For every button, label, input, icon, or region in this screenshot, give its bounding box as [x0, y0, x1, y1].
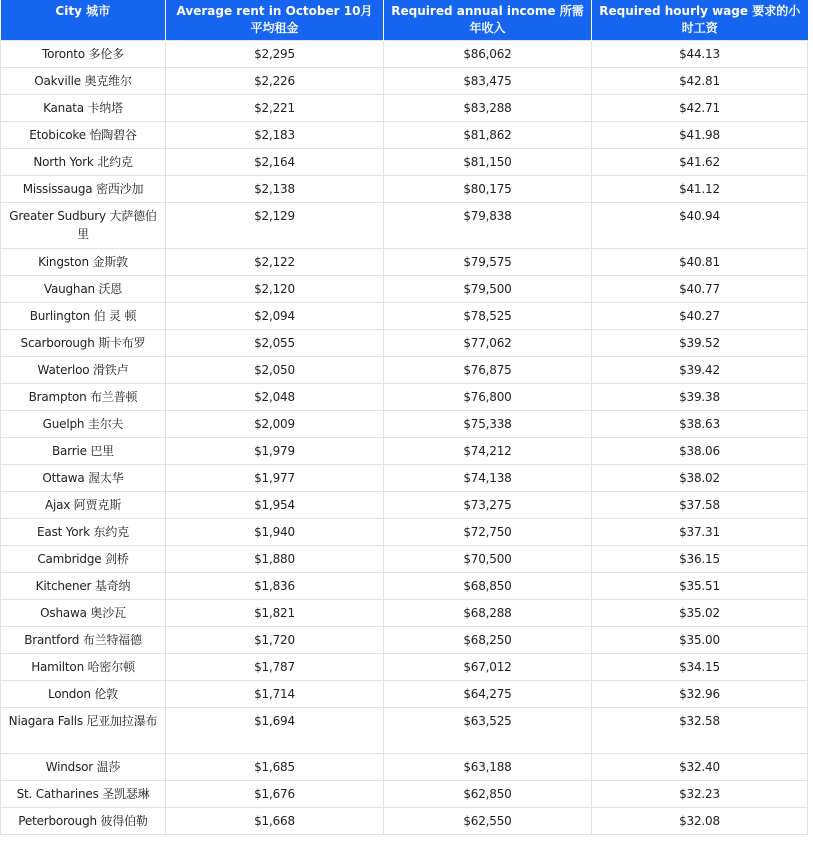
cell-rent: $1,787 — [166, 654, 384, 681]
table-row — [1, 754, 808, 781]
table-row — [1, 465, 808, 492]
cell-wage: $39.42 — [592, 357, 808, 384]
table-row — [1, 492, 808, 519]
table-row — [1, 303, 808, 330]
cell-rent: $1,821 — [166, 600, 384, 627]
cell-wage: $40.77 — [592, 276, 808, 303]
cell-income: $79,500 — [384, 276, 592, 303]
cell-wage: $32.96 — [592, 681, 808, 708]
cell-wage: $32.23 — [592, 781, 808, 808]
cell-city: Barrie 巴里 — [1, 438, 166, 465]
cell-income: $68,250 — [384, 627, 592, 654]
cell-income: $75,338 — [384, 411, 592, 438]
cell-rent: $1,694 — [166, 708, 384, 754]
cell-city: North York 北约克 — [1, 149, 166, 176]
cell-rent: $1,685 — [166, 754, 384, 781]
cell-rent: $1,977 — [166, 465, 384, 492]
cell-wage: $41.12 — [592, 176, 808, 203]
cell-income: $78,525 — [384, 303, 592, 330]
cell-city: Brantford 布兰特福德 — [1, 627, 166, 654]
cell-income: $72,750 — [384, 519, 592, 546]
cell-income: $67,012 — [384, 654, 592, 681]
cell-wage: $32.58 — [592, 708, 808, 754]
cell-wage: $38.02 — [592, 465, 808, 492]
cell-wage: $35.02 — [592, 600, 808, 627]
cell-rent: $2,048 — [166, 384, 384, 411]
cell-income: $81,150 — [384, 149, 592, 176]
cell-wage: $41.98 — [592, 122, 808, 149]
cell-city: Mississauga 密西沙加 — [1, 176, 166, 203]
cell-wage: $40.81 — [592, 249, 808, 276]
cell-city: Ajax 阿贾克斯 — [1, 492, 166, 519]
table-row — [1, 808, 808, 835]
cell-income: $68,850 — [384, 573, 592, 600]
cell-rent: $1,880 — [166, 546, 384, 573]
cell-income: $68,288 — [384, 600, 592, 627]
cell-city: East York 东约克 — [1, 519, 166, 546]
cell-income: $80,175 — [384, 176, 592, 203]
table-row — [1, 122, 808, 149]
cell-wage: $38.06 — [592, 438, 808, 465]
header-row — [1, 0, 808, 41]
cell-income: $79,838 — [384, 203, 592, 249]
cell-wage: $35.00 — [592, 627, 808, 654]
cell-city: Etobicoke 怡陶碧谷 — [1, 122, 166, 149]
cell-city: Scarborough 斯卡布罗 — [1, 330, 166, 357]
cell-rent: $1,979 — [166, 438, 384, 465]
cell-income: $62,550 — [384, 808, 592, 835]
cell-rent: $2,221 — [166, 95, 384, 122]
cell-rent: $2,094 — [166, 303, 384, 330]
cell-wage: $42.81 — [592, 68, 808, 95]
cell-city: Burlington 伯 灵 顿 — [1, 303, 166, 330]
cell-city: Kitchener 基奇纳 — [1, 573, 166, 600]
cell-wage: $39.52 — [592, 330, 808, 357]
table-row — [1, 708, 808, 754]
cell-rent: $2,009 — [166, 411, 384, 438]
table-row — [1, 357, 808, 384]
cell-city: Windsor 温莎 — [1, 754, 166, 781]
header-city: City 城市 — [1, 0, 166, 41]
cell-wage: $34.15 — [592, 654, 808, 681]
table-row — [1, 41, 808, 68]
cell-rent: $1,836 — [166, 573, 384, 600]
table-row — [1, 519, 808, 546]
cell-rent: $1,720 — [166, 627, 384, 654]
cell-income: $74,138 — [384, 465, 592, 492]
cell-income: $86,062 — [384, 41, 592, 68]
cell-income: $70,500 — [384, 546, 592, 573]
header-hourly-wage: Required hourly wage 要求的小时工资 — [592, 0, 808, 41]
cell-income: $83,288 — [384, 95, 592, 122]
cell-wage: $38.63 — [592, 411, 808, 438]
table-row — [1, 600, 808, 627]
cell-income: $79,575 — [384, 249, 592, 276]
table-row — [1, 384, 808, 411]
header-annual-income: Required annual income 所需年收入 — [384, 0, 592, 41]
cell-city: Brampton 布兰普顿 — [1, 384, 166, 411]
cell-income: $63,525 — [384, 708, 592, 754]
table-row — [1, 573, 808, 600]
cell-city: Hamilton 哈密尔顿 — [1, 654, 166, 681]
cell-wage: $32.08 — [592, 808, 808, 835]
cell-income: $74,212 — [384, 438, 592, 465]
cell-wage: $36.15 — [592, 546, 808, 573]
cell-income: $77,062 — [384, 330, 592, 357]
cell-city: Kanata 卡纳塔 — [1, 95, 166, 122]
cell-income: $81,862 — [384, 122, 592, 149]
cell-income: $73,275 — [384, 492, 592, 519]
cell-income: $83,475 — [384, 68, 592, 95]
cell-rent: $2,226 — [166, 68, 384, 95]
cell-wage: $42.71 — [592, 95, 808, 122]
cell-rent: $1,676 — [166, 781, 384, 808]
header-average-rent: Average rent in October 10月平均租金 — [166, 0, 384, 41]
table-row — [1, 330, 808, 357]
cell-city: Toronto 多伦多 — [1, 41, 166, 68]
table-row — [1, 781, 808, 808]
cell-city: Greater Sudbury 大萨德伯里 — [1, 203, 166, 249]
cell-city: Peterborough 彼得伯勒 — [1, 808, 166, 835]
cell-wage: $32.40 — [592, 754, 808, 781]
cell-rent: $2,055 — [166, 330, 384, 357]
cell-wage: $40.94 — [592, 203, 808, 249]
cell-city: Niagara Falls 尼亚加拉瀑布 — [1, 708, 166, 754]
table-row — [1, 627, 808, 654]
cell-city: Waterloo 滑铁卢 — [1, 357, 166, 384]
table-row — [1, 203, 808, 249]
cell-rent: $2,164 — [166, 149, 384, 176]
cell-rent: $1,954 — [166, 492, 384, 519]
cell-rent: $2,295 — [166, 41, 384, 68]
cell-city: Kingston 金斯敦 — [1, 249, 166, 276]
cell-income: $62,850 — [384, 781, 592, 808]
cell-city: St. Catharines 圣凯瑟琳 — [1, 781, 166, 808]
table-row — [1, 546, 808, 573]
cell-wage: $40.27 — [592, 303, 808, 330]
cell-wage: $37.58 — [592, 492, 808, 519]
cell-rent: $1,940 — [166, 519, 384, 546]
cell-income: $76,800 — [384, 384, 592, 411]
cell-city: Cambridge 剑桥 — [1, 546, 166, 573]
table-row — [1, 438, 808, 465]
cell-rent: $2,122 — [166, 249, 384, 276]
cell-city: Vaughan 沃恩 — [1, 276, 166, 303]
cell-wage: $44.13 — [592, 41, 808, 68]
cell-rent: $2,120 — [166, 276, 384, 303]
cell-wage: $37.31 — [592, 519, 808, 546]
cell-rent: $2,050 — [166, 357, 384, 384]
cell-income: $64,275 — [384, 681, 592, 708]
table-row — [1, 176, 808, 203]
table-row — [1, 276, 808, 303]
cell-city: Oakville 奥克维尔 — [1, 68, 166, 95]
table-row — [1, 149, 808, 176]
cell-wage: $39.38 — [592, 384, 808, 411]
cell-rent: $2,183 — [166, 122, 384, 149]
cell-city: Guelph 圭尔夫 — [1, 411, 166, 438]
cell-city: Ottawa 渥太华 — [1, 465, 166, 492]
table-row — [1, 654, 808, 681]
cell-rent: $1,714 — [166, 681, 384, 708]
cell-income: $63,188 — [384, 754, 592, 781]
cell-income: $76,875 — [384, 357, 592, 384]
cell-rent: $2,129 — [166, 203, 384, 249]
table-row — [1, 681, 808, 708]
table-row — [1, 249, 808, 276]
cell-wage: $35.51 — [592, 573, 808, 600]
table-row — [1, 95, 808, 122]
cell-wage: $41.62 — [592, 149, 808, 176]
cell-rent: $1,668 — [166, 808, 384, 835]
table-row — [1, 411, 808, 438]
cell-rent: $2,138 — [166, 176, 384, 203]
cell-city: Oshawa 奥沙瓦 — [1, 600, 166, 627]
cell-city: London 伦敦 — [1, 681, 166, 708]
table-row — [1, 68, 808, 95]
